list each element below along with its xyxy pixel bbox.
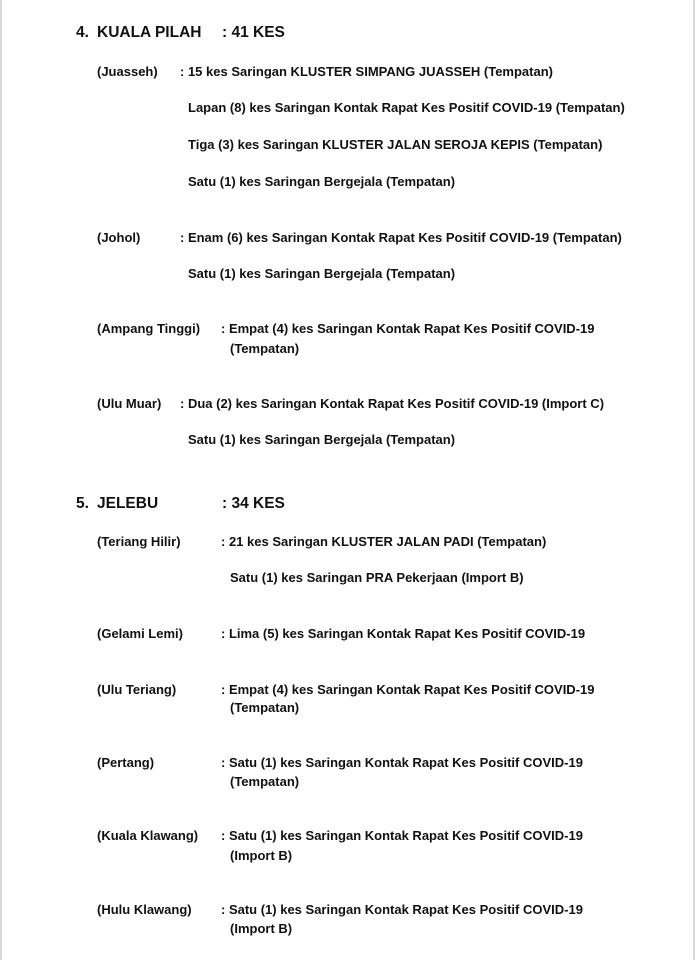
case-line: (Import B) <box>230 921 293 936</box>
case-line: : Lima (5) kes Saringan Kontak Rapat Kes Positif COVID-19 <box>221 626 586 641</box>
area-label: (Teriang Hilir) <box>97 534 181 549</box>
case-line: Tiga (3) kes Saringan KLUSTER JALAN SEROJA KEPIS (Tempatan) <box>188 137 603 152</box>
area-label: (Gelami Lemi) <box>97 626 183 641</box>
area-label: (Kuala Klawang) <box>97 828 199 843</box>
section-number: 4. <box>76 24 89 41</box>
case-line: : Empat (4) kes Saringan Kontak Rapat Kes Positif COVID-19 <box>221 682 595 697</box>
case-line: : Empat (4) kes Saringan Kontak Rapat Kes Positif COVID-19 <box>221 321 595 336</box>
area-label: (Ulu Teriang) <box>97 682 177 697</box>
section-title: JELEBU <box>97 495 159 512</box>
case-line: : Satu (1) kes Saringan Kontak Rapat Kes Positif COVID-19 <box>221 828 583 843</box>
case-line: : Satu (1) kes Saringan Kontak Rapat Kes Positif COVID-19 <box>221 902 583 917</box>
case-line: : 15 kes Saringan KLUSTER SIMPANG JUASSEH (Tempatan) <box>180 64 553 79</box>
section-total: : 41 KES <box>222 24 285 41</box>
area-label: (Hulu Klawang) <box>97 902 192 917</box>
case-line: : Satu (1) kes Saringan Kontak Rapat Kes Positif COVID-19 <box>221 755 583 770</box>
case-line: Satu (1) kes Saringan Bergejala (Tempatan) <box>188 432 456 447</box>
page-left-edge <box>0 0 2 960</box>
section-title: KUALA PILAH <box>97 24 202 41</box>
area-label: (Ampang Tinggi) <box>97 321 201 336</box>
case-line: Lapan (8) kes Saringan Kontak Rapat Kes Positif COVID-19 (Tempatan) <box>188 100 625 115</box>
case-line: (Import B) <box>230 848 293 863</box>
case-line: : Enam (6) kes Saringan Kontak Rapat Kes Positif COVID-19 (Tempatan) <box>180 230 622 245</box>
case-line: : Dua (2) kes Saringan Kontak Rapat Kes Positif COVID-19 (Import C) <box>180 396 605 411</box>
area-label: (Johol) <box>97 230 141 245</box>
section-total: : 34 KES <box>222 495 285 512</box>
case-line: : 21 kes Saringan KLUSTER JALAN PADI (Tempatan) <box>221 534 547 549</box>
case-line: (Tempatan) <box>230 700 300 715</box>
case-line: Satu (1) kes Saringan Bergejala (Tempatan) <box>188 266 456 281</box>
area-label: (Juasseh) <box>97 64 158 79</box>
case-line: Satu (1) kes Saringan Bergejala (Tempatan) <box>188 174 456 189</box>
section-number: 5. <box>76 495 89 512</box>
area-label: (Pertang) <box>97 755 155 770</box>
case-line: (Tempatan) <box>230 341 300 356</box>
case-line: (Tempatan) <box>230 774 300 789</box>
case-line: Satu (1) kes Saringan PRA Pekerjaan (Import B) <box>230 570 524 585</box>
area-label: (Ulu Muar) <box>97 396 162 411</box>
